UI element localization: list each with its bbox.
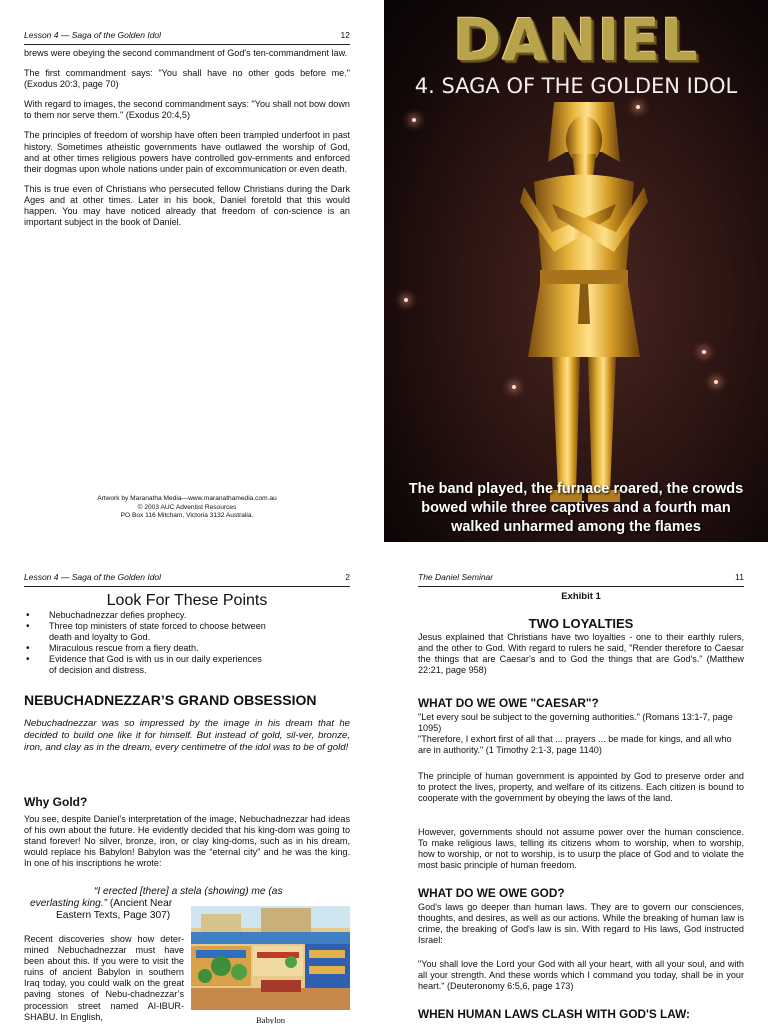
credit-line: Artwork by Maranatha Media—www.maranathamedia.com.au: [97, 495, 277, 502]
intro-paragraph: Nebuchadnezzar was so impressed by the image in his dream that he decided to build one like it for himself. But instead of gold, sil-ver, bronze, iron, and clay as in the dream, every centimetre of the idol was to be of gold!: [24, 718, 350, 753]
spark-light: [714, 380, 718, 384]
cover-art: [384, 0, 768, 542]
god-section: [418, 886, 744, 955]
paragraph: The principles of freedom of worship have often been trampled underfoot in past history. Sometimes atheistic governments have outlawed the worship of God, and at other times religious powers have controlled gov-ernments and enforced their dogmas upon whole nations under pain of excommunication or even death.: [24, 130, 350, 174]
golden-statue-illustration: [494, 92, 674, 522]
paragraph: God's laws go deeper than human laws. They are to govern our consciences, thoughts, and desires, as well as our actions. While the breaking of human law is crime, the breaking of God's law is sin. With regard to His laws, God instructed Israel:: [418, 902, 744, 946]
paragraph: Recent discoveries show how deter-mined Nebuchadnezzar must have been about this. If you were to visit the ruins of ancient Babylon in southern Iraq today, you could walk on the great paving stones of Nebu-chadnezzar’s procession street named AI-IBUR-SHABU. In English,: [24, 934, 184, 1022]
cover-title: DANIEL: [453, 6, 699, 74]
subsection-heading: WHEN HUMAN LAWS CLASH WITH GOD'S LAW:: [418, 1007, 690, 1021]
scripture-quote: "Therefore, I exhort first of all that ... prayers ... be made for kings, and all who are in authority." (1 Timothy 2:1-3, page 1140): [418, 734, 732, 756]
page-2: [24, 570, 350, 1024]
page-number: 12: [340, 30, 350, 40]
section-heading: TWO LOYALTIES: [528, 616, 634, 631]
exhibit-label: Exhibit 1: [561, 591, 601, 602]
credit-line: © 2003 AUC Adventist Resources: [137, 503, 237, 511]
artwork-credits: [24, 495, 350, 521]
section-heading: NEBUCHADNEZZAR’S GRAND OBSESSION: [24, 692, 317, 708]
header-title: Lesson 4 — Saga of the Golden Idol: [24, 572, 162, 582]
running-header: [24, 570, 350, 587]
subsection-heading: Why Gold?: [24, 795, 88, 809]
running-header: [418, 570, 744, 587]
paragraph: However, governments should not assume power over the human conscience. To make religious laws, telling its citizens whom to worship, when to worship, how to worship, or not to worship, is to usurp the place of God and to violate the most basic principle of human freedom.: [418, 827, 744, 871]
paragraph: brews were obeying the second commandment of God's ten-commandment law.: [24, 48, 348, 58]
page-body: [24, 48, 350, 237]
list-item: • Evidence that God is with us in our daily experiences of decision and distress.: [49, 654, 269, 676]
paragraph: With regard to images, the second commandment says: "You shall not bow down to them nor serve them." (Exodus 20:4,5): [24, 99, 350, 121]
quote-line: everlasting king.”: [30, 898, 108, 910]
paragraph: Jesus explained that Christians have two loyalties - one to their earthly rulers, and the other to God. With regard to rulers he said, "Render therefore to Caesar the things that are Caesar's and to God the things that are God's." (Matthew 22:21, page 958): [418, 632, 744, 676]
running-header: [24, 28, 350, 45]
list-item: • Miraculous rescue from a fiery death.: [49, 643, 269, 654]
spark-light: [702, 350, 706, 354]
cover-caption: The band played, the furnace roared, the crowds bowed while three captives and a fourth man walked unharmed among the flames: [408, 481, 744, 535]
list-item: • Three top ministers of state forced to choose between death and loyalty to God.: [49, 621, 269, 643]
page-number: 2: [345, 572, 350, 582]
cover-subtitle: 4. SAGA OF THE GOLDEN IDOL: [414, 74, 738, 98]
babylon-illustration: [191, 906, 350, 1010]
points-list: [24, 610, 269, 677]
quote-source: Eastern Texts, Page 307): [56, 910, 171, 922]
quote-line: “I erected [there] a stela (showing) me (as: [94, 886, 283, 897]
subsection-heading: WHAT DO WE OWE "CAESAR"?: [418, 696, 599, 710]
image-caption: Babylon: [255, 1015, 286, 1024]
scripture-quote: "Let every soul be subject to the governing authorities." (Romans 13:1-7, page 1095): [418, 712, 733, 734]
page-number: 11: [735, 572, 744, 582]
subsection-heading: WHAT DO WE OWE GOD?: [418, 886, 565, 900]
paragraph: The principle of human government is appointed by God to preserve order and to protect the lives, property, and welfare of its citizens. Each citizen is bound to cooperate with the government by obeying the laws of the land.: [418, 771, 744, 804]
spark-light: [404, 298, 408, 302]
list-item: • Nebuchadnezzar defies prophecy.: [49, 610, 269, 621]
quote-source: (Ancient Near: [109, 898, 173, 910]
look-for-heading: Look For These Points: [106, 592, 268, 609]
paragraph: You see, despite Daniel’s interpretation of the image, Nebuchadnezzar had ideas of his own about the future. He evidently decided that his king-dom was going to stand forever! No silver, bronze, iron, or clay king-doms, such as in his dream, would replace his Babylon! Babylon was the “eternal city” and he was the king. In one of his inscriptions he wrote:: [24, 814, 350, 869]
page-12: [24, 28, 350, 528]
paragraph: This is true even of Christians who persecuted fellow Christians during the Dark Ages and at other times. Later in his book, Daniel foretold that this would happen. You may have noticed already that freedom of con-science is an important subject in the book of Daniel.: [24, 183, 350, 228]
paragraph: The first commandment says: "You shall have no other gods before me." (Exodus 20:3, page 70): [24, 68, 350, 90]
credit-line: PO Box 116 Mitcham, Victoria 3132 Australia.: [120, 512, 254, 520]
scripture-quote: "You shall love the Lord your God with all your heart, with all your soul, and with all your strength. And these words which I command you today, shall be in your heart." (Deuteronomy 6:5,6, page 173): [418, 959, 744, 992]
caesar-section: [418, 696, 744, 756]
spark-light: [412, 118, 416, 122]
header-title: The Daniel Seminar: [418, 572, 494, 582]
page-11: [418, 570, 744, 1024]
header-title: Lesson 4 — Saga of the Golden Idol: [24, 30, 162, 40]
